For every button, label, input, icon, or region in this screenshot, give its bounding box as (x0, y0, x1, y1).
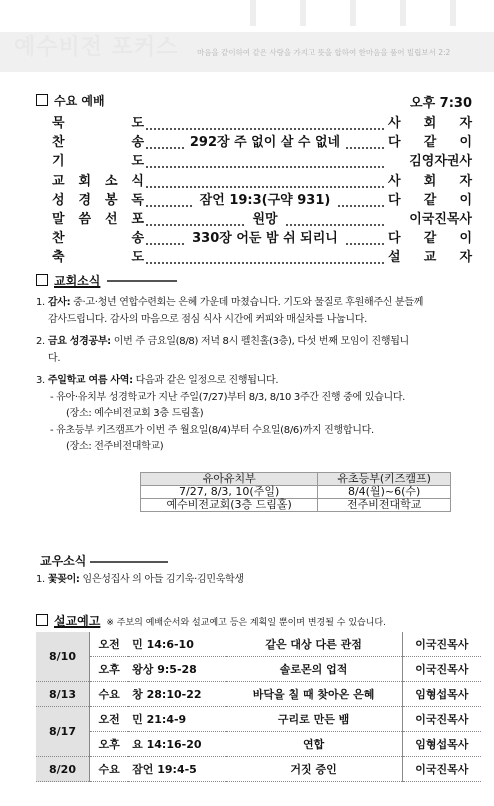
sermon-date: 8/20 (36, 757, 90, 782)
checkbox-square-icon (36, 94, 48, 106)
worship-row (52, 189, 472, 208)
sermon-verse: 잠언 19:4-5 (128, 757, 225, 782)
camp-date-cell: 8/4(월)~6(수) (318, 486, 451, 499)
header-decoration (300, 0, 306, 26)
worship-row-leader: 다 같 이 (388, 231, 472, 247)
worship-row (52, 246, 472, 265)
worship-row-detail (146, 208, 384, 227)
dotted-leader (146, 150, 384, 168)
sermon-row (36, 707, 481, 732)
sermon-date: 8/17 (36, 707, 90, 757)
news-item-3-sub2: - 유초등부 키즈캠프가 이번 주 월요일(8/4)부터 수요일(8/6)까지 진행합니다. (50, 424, 374, 436)
header-decoration (350, 0, 356, 26)
worship-row-label: 찬 송 (52, 231, 144, 247)
sermon-title: 거짓 증인 (226, 757, 402, 782)
worship-row-leader: 다 같 이 (388, 192, 472, 208)
worship-row-leader: 설 교 자 (388, 250, 472, 266)
sermon-slot: 수요 (90, 757, 129, 782)
camp-place-cell: 예수비전교회(3층 드림홀) (141, 499, 318, 512)
worship-row-detail-text: 292장 주 없이 살 수 없네 (184, 135, 346, 150)
sermon-title: 같은 대상 다른 관점 (226, 632, 402, 657)
news-item-3: 3. 주일학교 여름 사역: 다음과 같은 일정으로 진행됩니다. (36, 375, 279, 386)
news-item-1: 1. 감사: 중·고·청년 연합수련회는 은혜 가운데 마쳤습니다. 기도와 물질로 후원해주신 분들께 (36, 297, 424, 308)
members-item-1: 1. 꽃꽂이: 임은성집사 의 아들 김기욱·김민욱학생 (36, 574, 244, 585)
dotted-leader (146, 170, 384, 188)
worship-row-detail (146, 189, 384, 208)
dotted-leader (146, 246, 384, 264)
sermon-title: 연합 (226, 732, 402, 757)
sermon-slot: 오후 (90, 657, 129, 682)
checkbox-square-icon (36, 274, 48, 286)
worship-row-label: 성 경 봉 독 (52, 192, 144, 208)
checkbox-square-icon (36, 614, 48, 626)
worship-row (52, 112, 472, 131)
news-item-3-sub2-place: (장소: 전주비전대학교) (66, 441, 164, 452)
news-item-3-sub1: - 유아·유치부 성경학교가 지난 주일(7/27)부터 8/3, 8/10 3주간 진행 중에 있습니다. (50, 391, 406, 403)
news-item-3-sub1-place: (장소: 예수비전교회 3층 드림홀) (66, 408, 204, 419)
sermon-row (36, 732, 481, 757)
sermon-row (36, 632, 481, 657)
news-item-2: 2. 금요 성경공부: 이번 주 금요일(8/8) 저녁 8시 펠친홀(3층), 다섯 번째 모임이 진행됩니 (36, 336, 409, 347)
heading-rule (107, 280, 177, 282)
worship-row (52, 131, 472, 150)
members-body (36, 572, 480, 589)
sermon-slot: 오전 (90, 632, 129, 657)
news-item-1-cont: 감사드립니다. 감사의 마음으로 점심 식사 시간에 커피와 매실차를 나눕니다. (48, 313, 367, 325)
sermon-slot: 수요 (90, 682, 129, 707)
worship-heading: 수요 예배 (36, 92, 105, 109)
worship-row-leader: 다 같 이 (388, 135, 472, 151)
sermon-verse: 왕상 9:5-28 (128, 657, 225, 682)
sermon-verse: 민 21:4-9 (128, 707, 225, 732)
camp-header-cell: 유아유치부 (141, 473, 318, 486)
worship-row (52, 150, 472, 169)
sermon-preacher: 이국진목사 (402, 632, 481, 657)
bulletin-header (0, 0, 494, 72)
worship-row-detail-text: 원망 (246, 212, 283, 227)
sermon-title: 솔로몬의 업적 (226, 657, 402, 682)
sermon-preacher: 이국진목사 (402, 657, 481, 682)
sermon-title: 바닥을 칠 때 찾아온 은혜 (226, 682, 402, 707)
news-body (36, 295, 480, 456)
worship-row (52, 208, 472, 227)
camp-place-cell: 전주비전대학교 (318, 499, 451, 512)
news-heading: 교회소식 (36, 272, 177, 289)
worship-row-leader: 사 회 자 (388, 173, 472, 189)
worship-row-label: 기 도 (52, 154, 144, 170)
worship-row-detail (146, 227, 384, 246)
worship-row-leader: 김영자권사 (409, 154, 472, 170)
sermon-verse: 민 14:6-10 (128, 632, 225, 657)
heading-rule (90, 561, 168, 563)
dotted-leader (146, 112, 384, 130)
header-decoration (450, 0, 456, 26)
sermon-slot: 오전 (90, 707, 129, 732)
worship-row-detail-text: 잠언 19:3(구약 931) (194, 193, 337, 208)
camp-date-cell: 7/27, 8/3, 10(주일) (141, 486, 318, 499)
header-title: 예수비전 포커스 (14, 35, 179, 60)
worship-row-label: 찬 송 (52, 135, 144, 151)
sermon-date: 8/13 (36, 682, 90, 707)
sermon-title: 구리로 만든 뱀 (226, 707, 402, 732)
sermons-heading: 설교예고 ※ 주보의 예배순서와 설교예고 등은 계획일 뿐이며 변경될 수 있습니다. (36, 612, 386, 629)
worship-row-label: 교 회 소 식 (52, 173, 144, 189)
sermon-row (36, 757, 481, 782)
sermon-verse: 창 28:10-22 (128, 682, 225, 707)
sermons-note: ※ 주보의 예배순서와 설교예고 등은 계획일 뿐이며 변경될 수 있습니다. (106, 618, 386, 628)
sermon-slot: 오후 (90, 732, 129, 757)
sermon-date: 8/10 (36, 632, 90, 682)
sermon-row (36, 682, 481, 707)
worship-row (52, 227, 472, 246)
camp-table (140, 472, 451, 512)
sermon-verse: 요 14:16-20 (128, 732, 225, 757)
sermon-preacher: 이국진목사 (402, 757, 481, 782)
sermon-row (36, 657, 481, 682)
header-decoration (400, 0, 406, 26)
camp-header-cell: 유초등부(키즈캠프) (318, 473, 451, 486)
sermon-preacher: 임형섭목사 (402, 682, 481, 707)
worship-row-label: 말 씀 선 포 (52, 211, 144, 227)
worship-row-label: 묵 도 (52, 116, 144, 131)
news-item-2-cont: 다. (48, 352, 61, 364)
sermon-preacher: 이국진목사 (402, 707, 481, 732)
sermon-schedule-table (36, 632, 481, 782)
worship-rows (52, 112, 472, 266)
members-heading: 교우소식 (40, 552, 168, 569)
worship-time: 오후 7:30 (410, 96, 472, 111)
worship-row-label: 축 도 (52, 250, 144, 266)
worship-row-leader: 사 회 자 (388, 116, 472, 131)
worship-row-leader: 이국진목사 (409, 211, 472, 227)
worship-row-detail (146, 131, 384, 150)
worship-time-row (52, 92, 472, 110)
worship-row (52, 170, 472, 189)
sermon-preacher: 임형섭목사 (402, 732, 481, 757)
header-motto: 마음을 같이하여 같은 사랑을 가지고 뜻을 합하여 한마음을 품어 빌립보서 2:2 (197, 48, 451, 57)
worship-row-detail-text: 330장 어둔 밤 쉬 되리니 (186, 231, 344, 246)
header-decoration (250, 0, 256, 26)
